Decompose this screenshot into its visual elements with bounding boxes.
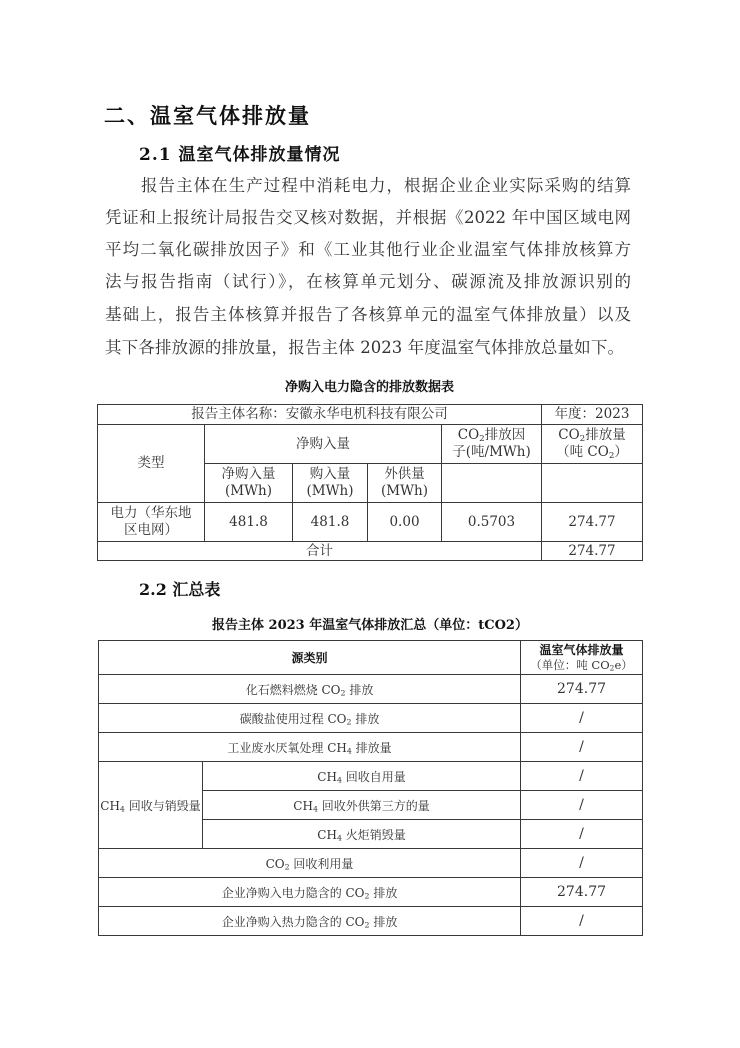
header-net-purchase-label: 净购入量 <box>296 435 350 452</box>
source-label: CH <box>317 769 337 784</box>
header-factor-label: CO <box>457 427 480 443</box>
source-label: 排放 <box>345 682 374 697</box>
header-emission-unit: （吨 CO <box>556 444 609 460</box>
subscript: 2 <box>284 862 290 872</box>
emission-value: 274.77 <box>568 513 616 530</box>
paragraph-line: 报告主体在生产过程中消耗电力，根据企业企业实际采购的结算 <box>141 176 631 195</box>
source-label: 排放量 <box>351 740 392 755</box>
factor-value: 0.5703 <box>467 513 516 530</box>
source-label: 工业废水厌氧处理 CH <box>227 740 347 755</box>
source-cell <box>99 704 521 733</box>
emission-value: 274.77 <box>557 681 607 697</box>
subscript: 2 <box>340 688 346 698</box>
paragraph-line: 基础上，报告主体核算并报告了各核算单元的温室气体排放量）以及 <box>105 305 631 324</box>
table-row <box>99 878 643 907</box>
table-row <box>99 907 643 936</box>
total-row <box>98 542 643 561</box>
source-label: 回收利用量 <box>289 856 354 871</box>
header-sub-purchase-label: 购入量 <box>309 466 351 482</box>
header-factor-label: 排放因 <box>484 427 526 443</box>
emission-value: 274.77 <box>557 884 607 900</box>
source-cell <box>99 849 521 878</box>
ch4-group-cell <box>99 762 203 849</box>
header-factor-unit: 子(吨/MWh) <box>452 444 531 460</box>
header-emission <box>521 641 643 675</box>
value-cell <box>521 762 643 791</box>
subscript: 2 <box>579 433 586 444</box>
emission-value: / <box>579 855 584 871</box>
total-value-cell <box>542 542 643 561</box>
year-label: 年度：2023 <box>554 406 630 422</box>
subscript: 4 <box>346 746 352 756</box>
table-row <box>99 849 643 878</box>
unit-mwh: (MWh) <box>381 483 428 499</box>
paragraph-line: 凭证和上报统计局报告交叉核对数据，并根据《2022 年中国区域电网 <box>105 208 631 227</box>
supply-value: 0.00 <box>389 513 420 530</box>
unit-text: （单位：吨 CO <box>530 657 610 672</box>
source-label: CO <box>265 856 285 871</box>
subscript: 2 <box>479 433 485 444</box>
header-emission-unit: ） <box>614 444 628 460</box>
table-row <box>99 675 643 704</box>
company-name-cell <box>98 405 542 425</box>
year-cell <box>542 405 643 425</box>
source-label: 碳酸盐使用过程 CO <box>239 711 347 726</box>
source-cell <box>99 675 521 704</box>
source-cell <box>99 733 521 762</box>
empty-cell <box>542 464 643 503</box>
subscript: 4 <box>336 775 342 785</box>
type-label: 电力（华东地 <box>110 505 192 521</box>
emission-value: / <box>579 913 584 929</box>
source-label: 化石燃料燃烧 CO <box>245 682 341 697</box>
source-label: 排放 <box>369 914 398 929</box>
header-emission-unit <box>521 658 642 673</box>
header-emission-label: 温室气体排放量 <box>539 642 624 657</box>
net-value: 481.8 <box>229 513 268 530</box>
subscript: 2 <box>364 891 370 901</box>
source-label: 火炬销毁量 <box>341 827 406 842</box>
subsection-heading-2-1: 2.1 温室气体排放量情况 <box>139 145 341 165</box>
header-source-label: 源类别 <box>291 651 328 665</box>
unit-text: e） <box>614 657 633 672</box>
paragraph-line: 平均二氧化碳排放因子》和《工业其他行业企业温室气体排放核算方 <box>105 240 631 259</box>
subscript: 4 <box>119 804 125 814</box>
table1-caption: 净购入电力隐含的排放数据表 <box>284 380 454 395</box>
header-emission <box>542 425 643 464</box>
group-label: 回收与销毁量 <box>124 798 201 813</box>
emission-value: / <box>579 710 584 726</box>
header-net-purchase <box>205 425 442 464</box>
header-source <box>99 641 521 675</box>
emission-cell <box>542 503 643 542</box>
group-label: CH <box>100 798 120 813</box>
header-sub-supply-label: 外供量 <box>384 466 425 482</box>
header-type <box>98 425 205 503</box>
paragraph-line: 其下各排放源的排放量，报告主体 2023 年度温室气体排放总量如下。 <box>105 338 624 357</box>
value-cell <box>521 878 643 907</box>
header-factor <box>442 425 542 464</box>
table-row <box>98 503 643 542</box>
source-cell <box>99 878 521 907</box>
source-label: 回收自用量 <box>341 769 406 784</box>
supply-cell <box>368 503 442 542</box>
source-cell <box>203 820 521 849</box>
paragraph-line: 法与报告指南（试行）》，在核算单元划分、碳源流及排放源识别的 <box>105 272 631 291</box>
source-label: 回收外供第三方的量 <box>317 798 430 813</box>
header-emission-label: CO <box>558 427 580 443</box>
source-label: 排放 <box>351 711 380 726</box>
header-sub-net <box>205 464 293 503</box>
total-label: 合计 <box>306 542 333 559</box>
total-label-cell <box>98 542 542 561</box>
emission-value: / <box>579 826 584 842</box>
electricity-emission-table <box>97 404 643 561</box>
table-row <box>99 762 643 791</box>
factor-cell <box>442 503 542 542</box>
subscript: 2 <box>364 920 370 930</box>
net-cell <box>205 503 293 542</box>
value-cell <box>521 675 643 704</box>
source-label: 排放 <box>369 885 398 900</box>
unit-mwh: (MWh) <box>306 483 354 499</box>
value-cell <box>521 791 643 820</box>
source-cell <box>203 762 521 791</box>
source-label: CH <box>317 827 337 842</box>
value-cell <box>521 907 643 936</box>
table-row <box>99 733 643 762</box>
source-label: 企业净购入热力隐含的 CO <box>221 914 365 929</box>
company-name: 报告主体名称：安徽永华电机科技有限公司 <box>191 406 448 422</box>
purchase-value: 481.8 <box>310 513 350 530</box>
subscript: 4 <box>312 804 318 814</box>
emission-value: / <box>579 739 584 755</box>
source-cell <box>99 907 521 936</box>
type-cell <box>98 503 205 542</box>
table-row <box>99 704 643 733</box>
subscript: 4 <box>336 833 342 843</box>
header-emission-label: 排放量 <box>585 427 626 443</box>
value-cell <box>521 849 643 878</box>
source-label: 企业净购入电力隐含的 CO <box>221 885 365 900</box>
value-cell <box>521 733 643 762</box>
purchase-cell <box>293 503 368 542</box>
subscript: 2 <box>608 450 615 461</box>
value-cell <box>521 704 643 733</box>
table2-caption: 报告主体 2023 年温室气体排放汇总（单位：tCO2） <box>212 618 528 633</box>
emission-value: / <box>579 797 584 813</box>
header-sub-net-label: 净购入量 <box>221 466 276 482</box>
emission-value: / <box>579 768 584 784</box>
empty-cell <box>442 464 542 503</box>
header-sub-supply <box>368 464 442 503</box>
subscript: 2 <box>609 662 615 672</box>
unit-mwh: (MWh) <box>225 483 272 499</box>
subsection-heading-2-2: 2.2 汇总表 <box>139 580 221 599</box>
header-sub-purchase <box>293 464 368 503</box>
value-cell <box>521 820 643 849</box>
header-type-label: 类型 <box>137 455 165 471</box>
subscript: 2 <box>346 717 352 727</box>
emission-summary-table <box>98 640 643 936</box>
section-heading: 二、温室气体排放量 <box>104 103 311 128</box>
total-value: 274.77 <box>568 542 616 559</box>
source-cell <box>203 791 521 820</box>
source-label: CH <box>293 798 313 813</box>
type-label: 区电网） <box>124 522 178 538</box>
